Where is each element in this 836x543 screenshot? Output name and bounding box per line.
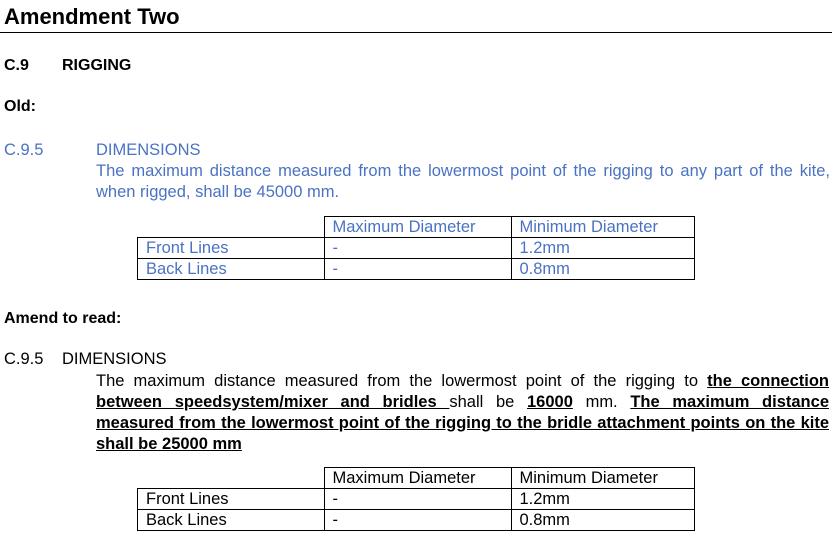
row-min: 0.8mm — [511, 259, 694, 280]
table-row — [138, 489, 695, 510]
amend-text-part: The maximum distance measured from the lowermost point of the rigging to — [96, 372, 708, 390]
row-max: - — [324, 259, 511, 280]
table-row — [138, 238, 695, 259]
table-header-min: Minimum Diameter — [511, 468, 694, 489]
table-header-min: Minimum Diameter — [511, 217, 694, 238]
amend-clause-title: DIMENSIONS — [62, 350, 167, 368]
amend-text-emphasis: The maximum distance measured from the lowermost point of the rigging to the bridle attachment points on the kite shall be 25000 mm — [96, 393, 829, 453]
row-min: 1.2mm — [511, 489, 694, 510]
amend-text-emphasis: 16000 — [527, 393, 573, 411]
old-clause-title: DIMENSIONS — [96, 141, 201, 159]
amend-text-part: mm. — [572, 393, 631, 411]
amend-clause-number: C.9.5 — [4, 350, 44, 368]
row-min: 0.8mm — [511, 510, 694, 531]
row-max: - — [324, 510, 511, 531]
row-label: Back Lines — [138, 510, 325, 531]
table-corner-cell — [138, 468, 325, 489]
row-max: - — [324, 238, 511, 259]
old-dimensions-table — [137, 216, 695, 280]
row-label: Back Lines — [138, 259, 325, 280]
row-max: - — [324, 489, 511, 510]
amend-text-part: shall be — [449, 393, 527, 411]
table-header-row — [138, 468, 695, 489]
old-clause-text: The maximum distance measured from the lowermost point of the rigging to any part of the kite, when rigged, shall be 45000 mm. — [96, 162, 830, 201]
table-header-max: Maximum Diameter — [324, 217, 511, 238]
title-divider — [0, 32, 832, 33]
old-label: Old: — [4, 98, 36, 115]
section-title: RIGGING — [62, 57, 132, 74]
amend-text-emphasis: the connection between speedsystem/mixer and bridles — [96, 372, 829, 411]
table-header-row — [138, 217, 695, 238]
row-min: 1.2mm — [511, 238, 694, 259]
page-title: Amendment Two — [4, 4, 180, 29]
table-corner-cell — [138, 217, 325, 238]
row-label: Front Lines — [138, 489, 325, 510]
old-clause-number: C.9.5 — [4, 141, 44, 159]
row-label: Front Lines — [138, 238, 325, 259]
table-row — [138, 259, 695, 280]
table-header-max: Maximum Diameter — [324, 468, 511, 489]
section-number: C.9 — [4, 57, 29, 74]
table-row — [138, 510, 695, 531]
amend-label: Amend to read: — [4, 310, 122, 327]
amend-dimensions-table — [137, 467, 695, 531]
amend-clause-text — [96, 371, 829, 455]
